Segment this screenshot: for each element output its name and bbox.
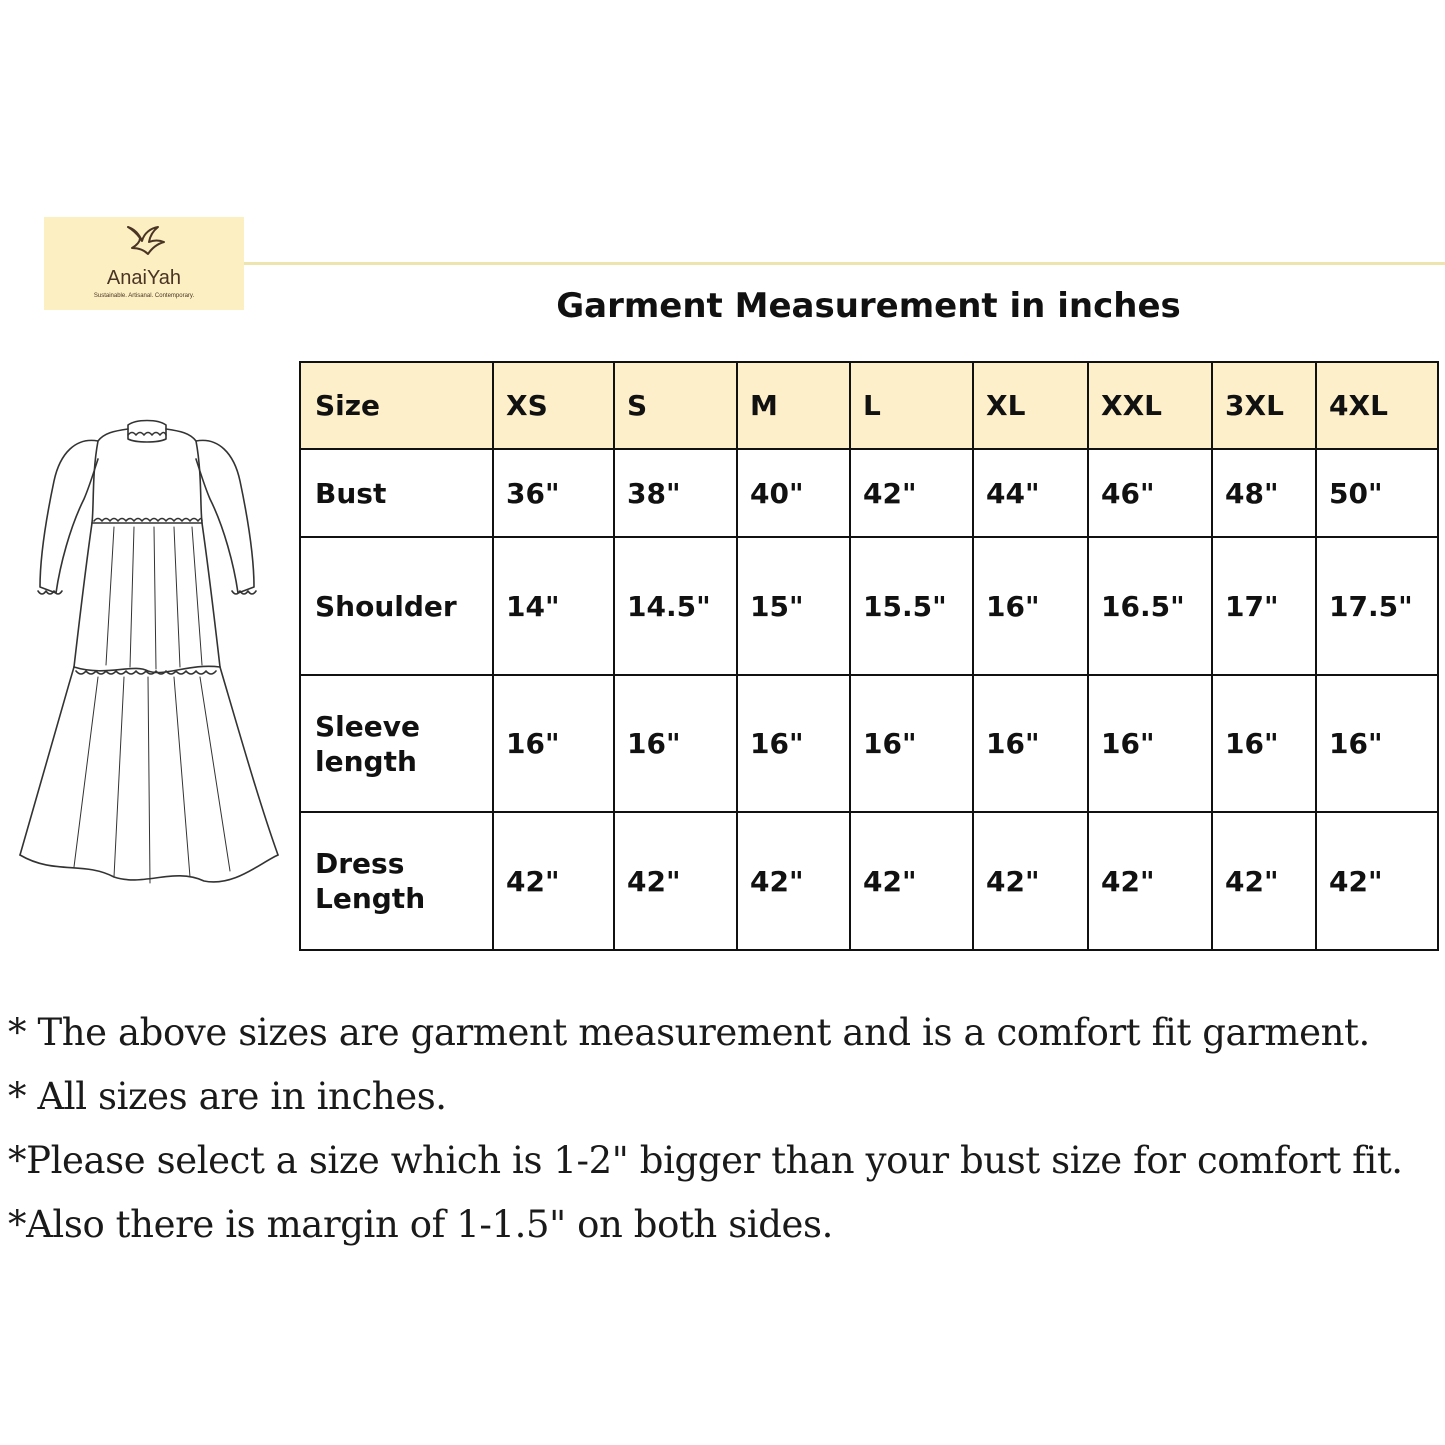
table-cell: 15.5" (850, 537, 973, 675)
table-cell: 38" (614, 449, 737, 537)
brand-tagline: Sustainable. Artisanal. Contemporary. (93, 293, 195, 299)
dress-sketch-icon (14, 415, 286, 890)
table-row (300, 537, 1438, 675)
table-cell: 14" (493, 537, 614, 675)
table-cell: 14.5" (614, 537, 737, 675)
table-cell: 42" (1088, 812, 1212, 950)
header-cell: 4XL (1316, 362, 1438, 449)
row-label (300, 449, 493, 537)
header-cell: M (737, 362, 850, 449)
table-cell: 17" (1212, 537, 1316, 675)
header-divider (244, 262, 1445, 265)
table-header-row (300, 362, 1438, 449)
table-row (300, 449, 1438, 537)
header-cell: XL (973, 362, 1088, 449)
table-cell: 16" (850, 675, 973, 812)
bird-icon (124, 221, 168, 259)
table-cell: 17.5" (1316, 537, 1438, 675)
row-label (300, 675, 493, 812)
row-label (300, 812, 493, 950)
row-label-line: Bust (315, 476, 387, 510)
table-cell: 15" (737, 537, 850, 675)
table-cell: 42" (1316, 812, 1438, 950)
table-cell: 16" (1212, 675, 1316, 812)
table-cell: 16.5" (1088, 537, 1212, 675)
table-cell: 16" (493, 675, 614, 812)
header-cell: L (850, 362, 973, 449)
table-cell: 16" (1316, 675, 1438, 812)
table-cell: 50" (1316, 449, 1438, 537)
table-row (300, 812, 1438, 950)
table-cell: 16" (614, 675, 737, 812)
table-cell: 42" (493, 812, 614, 950)
header-cell: S (614, 362, 737, 449)
table-row (300, 675, 1438, 812)
table-cell: 44" (973, 449, 1088, 537)
header-cell: XXL (1088, 362, 1212, 449)
table-cell: 42" (1212, 812, 1316, 950)
table-cell: 42" (614, 812, 737, 950)
header-cell: Size (300, 362, 493, 449)
brand-logo (44, 217, 244, 310)
note-line: * The above sizes are garment measurement and is a comfort fit garment. (8, 1011, 1370, 1054)
table-cell: 42" (850, 812, 973, 950)
row-label-line: Shoulder (315, 589, 457, 623)
table-cell: 48" (1212, 449, 1316, 537)
size-notes (8, 1005, 1428, 1261)
table-cell: 16" (1088, 675, 1212, 812)
size-chart-table (299, 361, 1439, 951)
row-label-line: Length (315, 882, 426, 915)
row-label-line: Sleeve (315, 709, 420, 743)
row-label (300, 537, 493, 675)
table-cell: 42" (850, 449, 973, 537)
table-cell: 42" (973, 812, 1088, 950)
table-cell: 16" (973, 675, 1088, 812)
table-cell: 36" (493, 449, 614, 537)
header-cell: 3XL (1212, 362, 1316, 449)
note-line: * All sizes are in inches. (8, 1075, 447, 1118)
table-cell: 40" (737, 449, 850, 537)
row-label-line: Dress (315, 847, 405, 880)
note-line: *Also there is margin of 1-1.5" on both sides. (8, 1203, 833, 1246)
note-line: *Please select a size which is 1-2" bigger than your bust size for comfort fit. (8, 1139, 1403, 1182)
table-cell: 16" (737, 675, 850, 812)
header-cell: XS (493, 362, 614, 449)
brand-name: AnaiYah (106, 267, 182, 289)
table-cell: 16" (973, 537, 1088, 675)
row-label-line: length (315, 744, 417, 778)
page-title: Garment Measurement in inches (556, 286, 1181, 326)
table-cell: 46" (1088, 449, 1212, 537)
table-cell: 42" (737, 812, 850, 950)
